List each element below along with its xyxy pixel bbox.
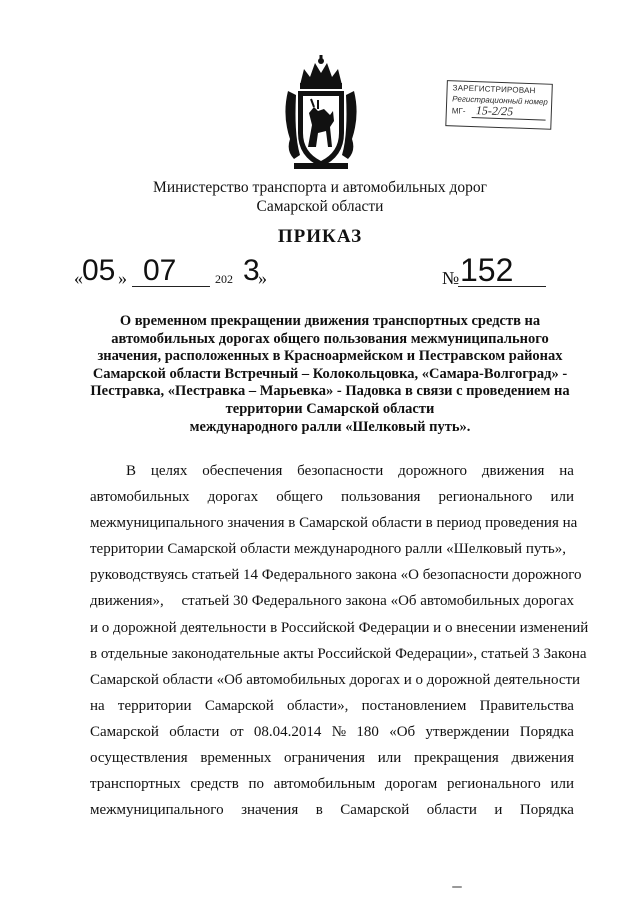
- registration-stamp: [445, 80, 555, 134]
- body-word: или: [550, 776, 574, 793]
- body-word: временных: [200, 750, 272, 767]
- body-word: Правительства: [479, 697, 574, 714]
- body-line: [90, 588, 574, 614]
- body-line: [90, 458, 574, 484]
- order-subject: [80, 313, 580, 436]
- body-word: целях: [150, 463, 188, 479]
- subject-line: Самарской области Встречный – Колокольцовка, «Самара-Волгоград» -: [92, 365, 568, 382]
- body-line: [90, 693, 574, 719]
- subject-line: международного ралли «Шелковый путь».: [189, 418, 471, 435]
- body-word: дорогам: [384, 776, 438, 793]
- body-word: по: [248, 776, 264, 793]
- body-word: автомобильным: [273, 776, 376, 793]
- body-word: регионального: [446, 776, 541, 793]
- body-word: автомобильных: [90, 489, 190, 506]
- body-word: значения: [241, 802, 299, 819]
- subject-line: значения, расположенных в Красноармейском и Пестравском районах: [97, 348, 563, 365]
- date-quote-close: »: [118, 268, 127, 288]
- body-line: [90, 667, 581, 693]
- body-line: [90, 797, 574, 823]
- body-line: [90, 745, 574, 771]
- stamp-reg-number-label: Регистрационный номер: [452, 94, 548, 107]
- body-word: дорогах: [207, 489, 259, 506]
- body-word: и о дорожной деятельности в Российской Федерации и о внесении изменений: [90, 619, 589, 636]
- body-word: области: [169, 723, 220, 740]
- body-line: [90, 510, 578, 536]
- body-word: движения: [481, 463, 545, 479]
- body-word: ограничения: [284, 750, 366, 767]
- body-word: «Об: [389, 723, 416, 740]
- body-word: на: [90, 697, 105, 714]
- year-quote-close: »: [258, 268, 267, 288]
- body-line: [90, 771, 574, 797]
- subject-line: О временном прекращении движения транспортных средств на: [119, 313, 541, 329]
- body-word: области: [426, 802, 477, 819]
- subject-line: автомобильных дорогах общего пользования межмуниципального: [111, 330, 549, 347]
- date-quote-open: «: [74, 268, 83, 288]
- body-word: безопасности: [297, 463, 384, 479]
- body-line: [90, 536, 574, 562]
- body-word: транспортных: [90, 776, 181, 793]
- number-underline: [458, 286, 546, 287]
- body-word: осуществления: [90, 750, 188, 767]
- body-line: [90, 484, 574, 510]
- body-word: дорожного: [398, 463, 468, 479]
- body-word: или: [377, 750, 402, 767]
- stamp-prefix: МГ-: [451, 106, 466, 116]
- body-line: [90, 615, 589, 641]
- body-word: территории Самарской области международного ралли «Шелковый путь»,: [90, 541, 567, 558]
- ministry-name-line1: Министерство транспорта и автомобильных дорог: [153, 179, 487, 196]
- order-title: ПРИКАЗ: [277, 226, 363, 247]
- body-word: 08.04.2014: [253, 723, 322, 740]
- body-word: Самарской области «Об автомобильных дорогах и о дорожной деятельности: [90, 671, 581, 688]
- body-line: [90, 719, 574, 745]
- body-word: на: [559, 463, 574, 479]
- scan-speck: [452, 886, 462, 888]
- month-underline: [132, 286, 210, 287]
- body-word: территории: [117, 697, 192, 714]
- body-word: средств: [190, 776, 239, 793]
- body-word: движения: [511, 750, 574, 767]
- body-word: 180: [356, 723, 379, 740]
- order-month: 07: [143, 254, 177, 287]
- order-number: 152: [460, 252, 514, 288]
- body-word: В: [126, 463, 137, 479]
- order-year-prefix: 202: [215, 272, 233, 286]
- body-line: [90, 562, 582, 588]
- body-word: от: [229, 723, 244, 740]
- number-sign: №: [442, 268, 460, 288]
- body-line: [90, 641, 587, 667]
- body-word: в: [315, 802, 323, 819]
- body-word: Самарской: [90, 723, 159, 740]
- order-year-digit: 3: [243, 254, 260, 287]
- body-word: руководствуясь статьей 14 Федерального закона «О безопасности дорожного: [90, 567, 582, 584]
- body-word: Порядка: [519, 802, 574, 819]
- stamp-registered-label: ЗАРЕГИСТРИРОВАН: [452, 83, 536, 96]
- body-word: Порядка: [519, 723, 574, 740]
- order-day: 05: [82, 254, 116, 287]
- subject-line: территории Самарской области: [225, 400, 435, 417]
- stamp-number: 15-2/25: [475, 103, 514, 119]
- body-word: Самарской: [340, 802, 410, 819]
- body-word: общего: [276, 489, 323, 506]
- samara-coat-of-arms-icon: [278, 55, 364, 173]
- body-word: Самарской: [204, 697, 274, 714]
- body-word: утверждении: [425, 723, 510, 740]
- body-word: регионального: [438, 489, 533, 506]
- body-word: постановлением: [361, 697, 467, 714]
- order-date-row: [0, 248, 640, 293]
- body-word: движения»,: [90, 593, 164, 610]
- body-word: обеспечения: [202, 463, 283, 479]
- subject-line: Пестравка, «Пестравка – Марьевка» - Падовка в связи с проведением на: [90, 383, 570, 400]
- body-word: межмуниципального: [90, 802, 224, 819]
- body-word: межмуниципального значения в Самарской области в период проведения на: [90, 515, 578, 532]
- body-word: области»,: [286, 697, 349, 714]
- body-word: и: [494, 802, 503, 819]
- ministry-name-line2: Самарской области: [256, 198, 384, 215]
- body-word: статьей 30 Федерального закона «Об автомобильных дорогах: [181, 593, 574, 610]
- body-word: пользования: [340, 489, 421, 506]
- body-word: №: [331, 723, 347, 740]
- body-word: в отдельные законодательные акты Российской Федерации», статьей 3 Закона: [90, 645, 587, 662]
- body-word: или: [550, 489, 574, 506]
- body-word: прекращения: [413, 750, 499, 767]
- order-body: [90, 458, 589, 823]
